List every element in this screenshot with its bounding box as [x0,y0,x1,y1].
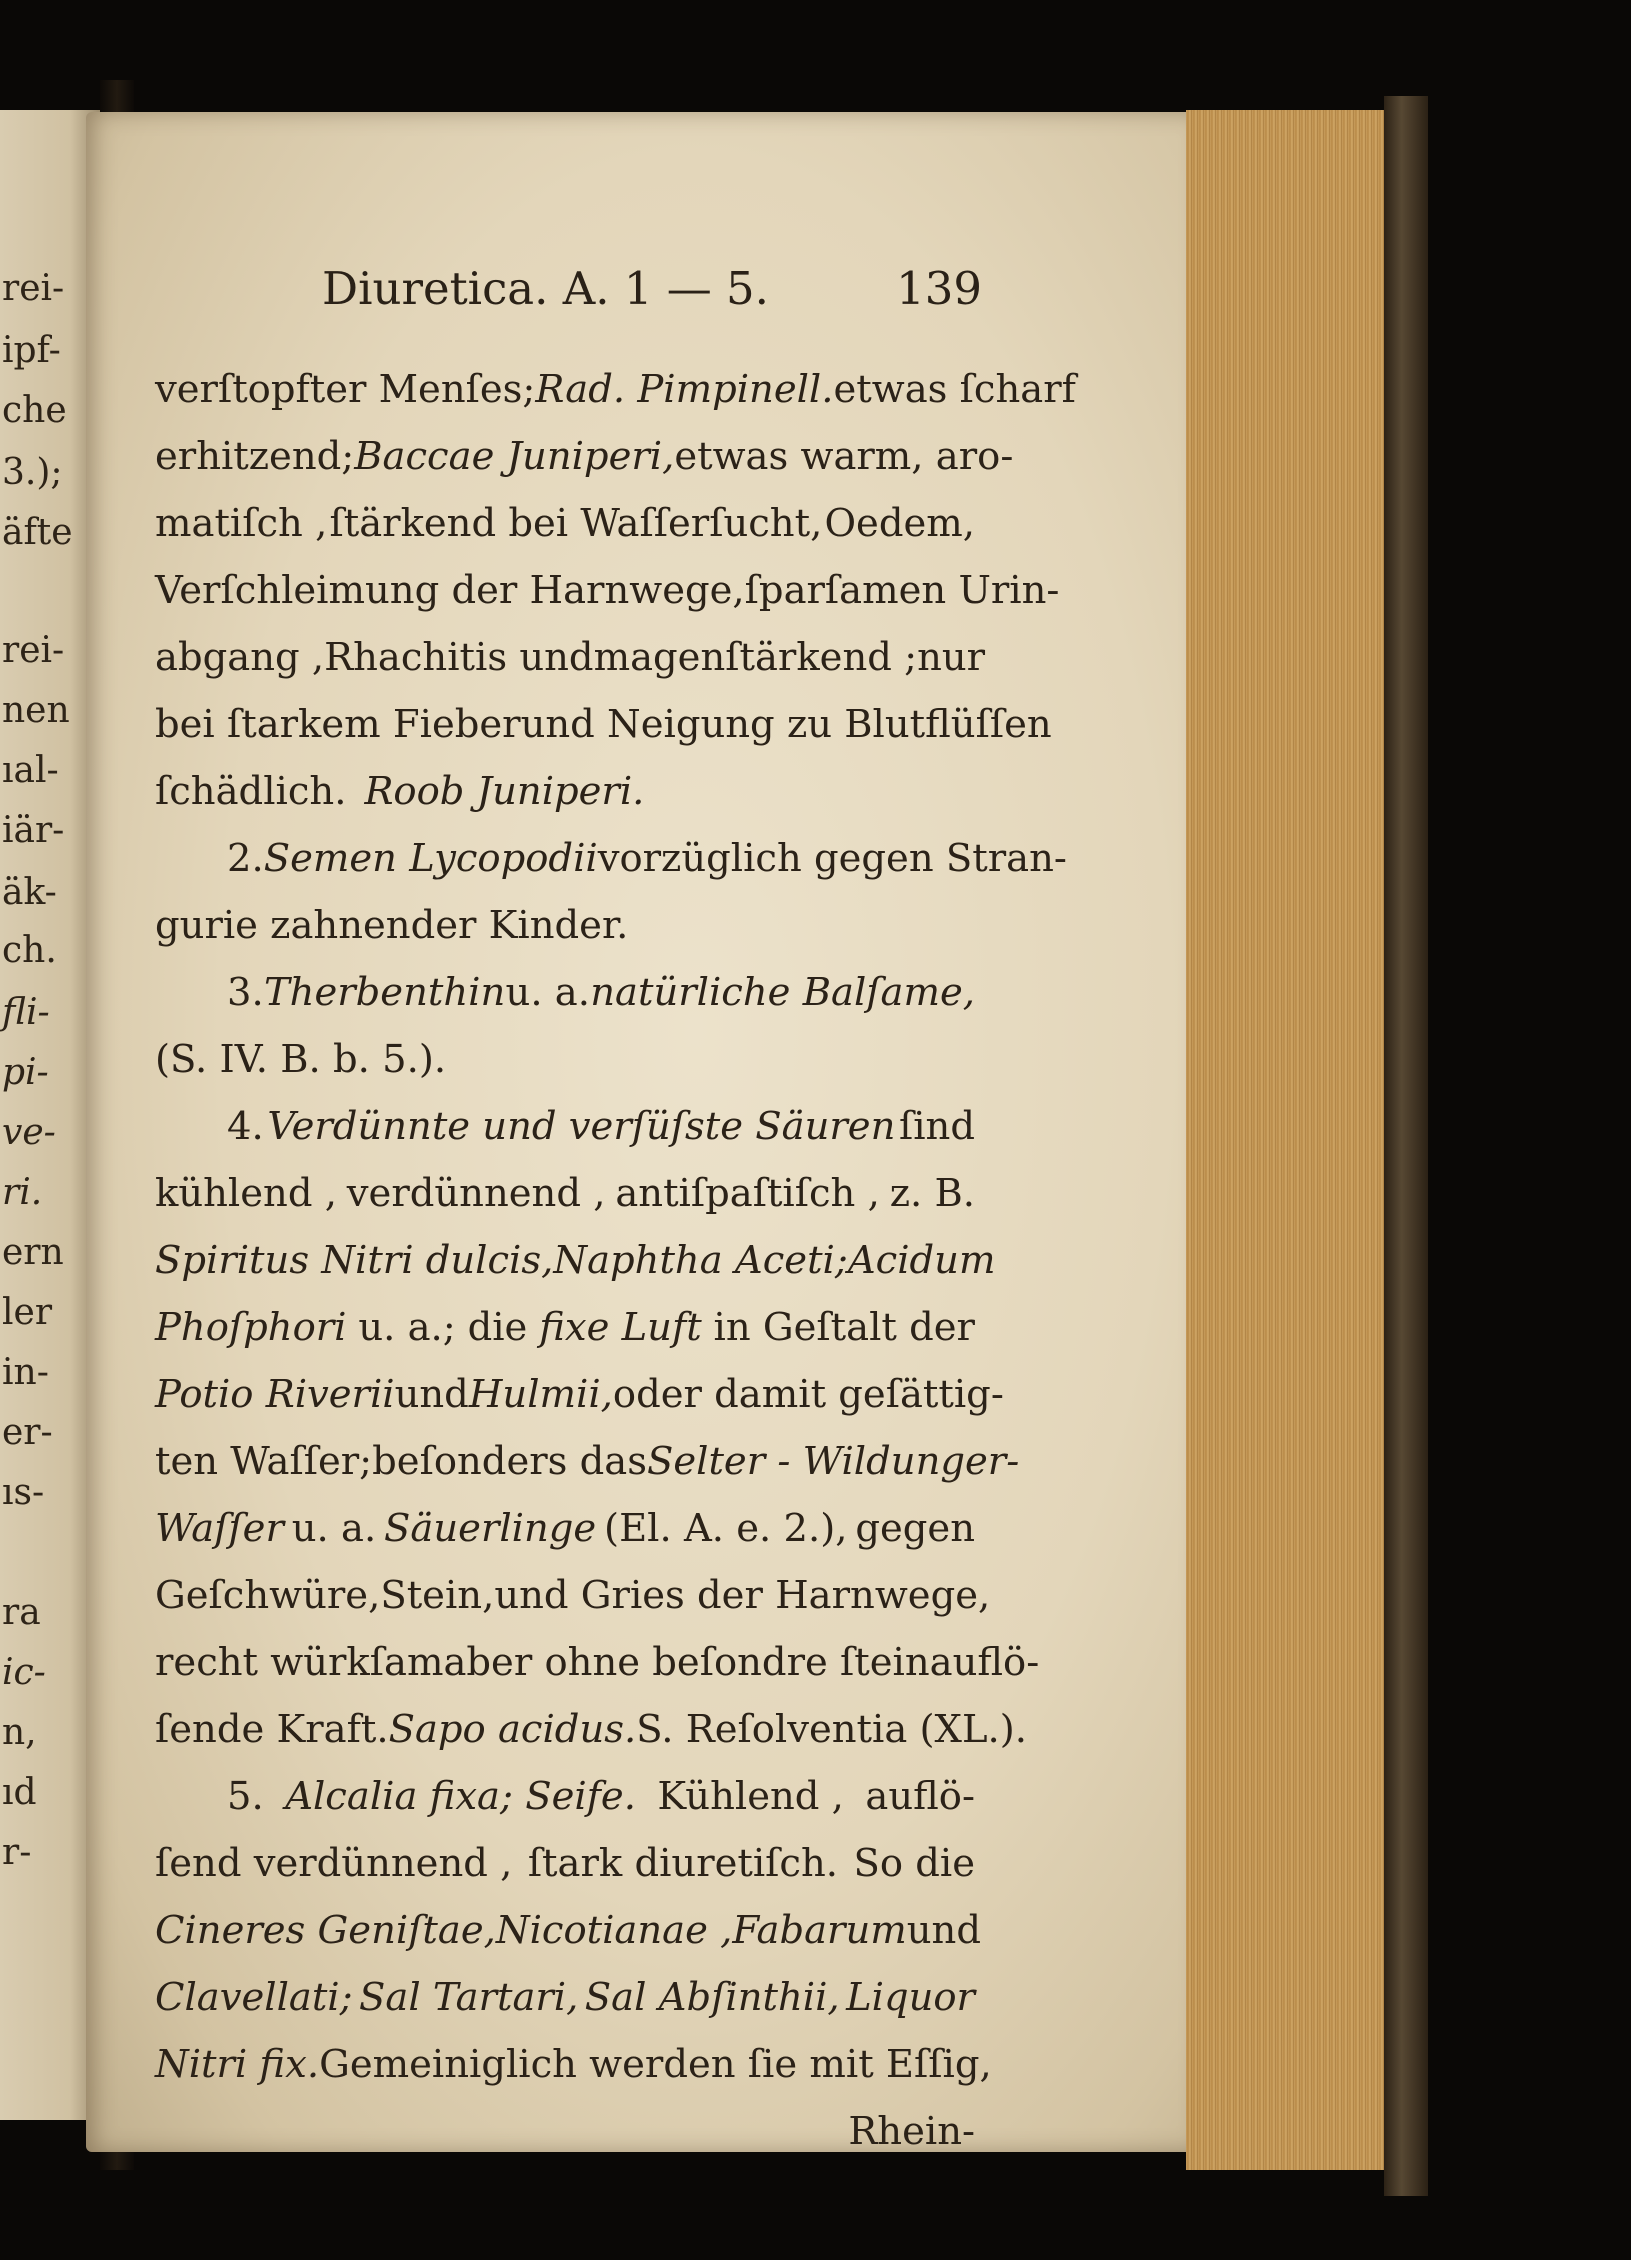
text-segment: Verſchleimung der Harnwege, [155,568,745,613]
text-segment: ten Waſſer; [155,1439,373,1484]
text-segment: verdünnend , [346,1171,606,1216]
italic-term: Cineres Geniſtae, [155,1908,496,1953]
text-segment: u. a.; [358,1305,456,1350]
italic-term: Phoſphori [155,1305,347,1350]
text-segment: in Geſtalt der [713,1305,975,1350]
text-segment: ſende Kraft. [155,1707,389,1752]
text-segment: 4. [227,1104,264,1149]
text-segment: und Neigung zu Blutflüſſen [520,702,1052,747]
text-line [155,1495,975,1562]
text-segment: ſtärkend bei Waſſerſucht, [329,501,823,546]
text-segment: Geſchwüre, [155,1573,381,1618]
text-segment: Rhachitis und [324,635,594,680]
text-line [155,1629,1040,1696]
text-line [155,1294,975,1361]
text-segment: ſparſamen Urin- [744,568,1060,613]
text-line [155,959,975,1026]
text-line [155,691,1052,758]
text-line [155,1763,975,1830]
book-cover-edge [1384,96,1428,2196]
text-line [155,1361,1004,1428]
left-page-fragment-text: ıs- [2,1472,45,1513]
left-page-fragment-text: 3.); [2,452,63,493]
left-page-fragment-text: ch. [2,930,57,971]
text-line [155,1160,975,1227]
text-line [155,2031,992,2098]
italic-term: natürliche Balſame, [590,970,975,1015]
text-segment: und Gries der Harnwege, [494,1573,991,1618]
left-page-fragment-text: äfte [2,512,73,553]
left-page-fragment-text: in- [2,1352,49,1393]
left-page-fragment-text: iär- [2,810,65,851]
italic-term: Waſſer [155,1506,284,1551]
italic-term: Spiritus Nitri dulcis, [155,1238,554,1283]
text-segment: matiſch , [155,501,328,546]
italic-term: Verdünnte und verſüſste Säuren [267,1104,896,1149]
text-line [155,1830,975,1897]
text-line [155,1897,981,1964]
italic-term: Nicotianae , [495,1908,733,1953]
left-page-fragment-text: rei- [2,268,65,309]
text-segment: etwas ſcharf [833,367,1076,412]
catchword-text: Rhein- [848,2109,975,2154]
text-segment: So die [853,1841,975,1886]
left-page-fragment-text: fli- [2,992,50,1033]
running-header [322,262,982,332]
text-segment: z. B. [889,1171,975,1216]
text-segment: nur [917,635,986,680]
text-segment: auflö- [865,1774,975,1819]
text-segment: u. a. [505,970,590,1015]
left-page-fragment-text: ıd [2,1772,37,1813]
text-line [155,758,975,825]
italic-term: Rad. Pimpinell. [535,367,834,412]
italic-term: Sal Abſinthii, [584,1975,840,2020]
running-title: Diuretica. A. 1 — 5. [322,262,769,315]
text-segment: 3. [227,970,264,1015]
text-segment: recht würkſam [155,1640,444,1685]
left-page-fragment-text: r- [2,1832,32,1873]
text-segment: (El. A. e. 2.), [604,1506,848,1551]
text-segment: Stein, [380,1573,495,1618]
text-segment: ſend verdünnend , [155,1841,513,1886]
text-segment: verſtopfter Menſes; [155,367,536,412]
left-page-fragment-text: ern [2,1232,64,1273]
italic-term: Semen Lycopodii [263,836,598,881]
left-page-fragment-text: er- [2,1412,53,1453]
left-page-fragment-text: ıal- [2,750,59,791]
text-segment: und [394,1372,469,1417]
italic-term: Clavellati; [155,1975,353,2020]
text-segment: Gemeiniglich werden ſie mit Eſſig, [319,2042,992,2087]
left-page-fragment-text: nen [2,690,70,731]
italic-term: Naphtha Aceti; [553,1238,848,1283]
text-line [155,892,975,959]
text-segment: bei ſtarkem Fieber [155,702,521,747]
text-segment: antiſpaſtiſch , [615,1171,880,1216]
italic-term: Potio Riverii [155,1372,395,1417]
text-segment: etwas warm, aro- [674,434,1014,479]
text-segment: abgang , [155,635,325,680]
text-segment: gegen [855,1506,975,1551]
left-page-fragment-text: che [2,390,67,431]
text-segment: ſind [898,1104,975,1149]
left-page-fragment-text: äk- [2,872,57,913]
italic-term: Säuerlinge [384,1506,597,1551]
text-segment: aber ohne beſondre ſteinauflö- [443,1640,1040,1685]
text-line [155,423,1014,490]
left-page-fragment-text: ri. [2,1172,43,1213]
left-page-fragment-text: ipf- [2,330,61,371]
text-segment: 5. [227,1774,264,1819]
italic-term: fixe Luft [539,1305,702,1350]
left-page-fragment-text: rei- [2,630,65,671]
text-segment: ſchädlich. [155,769,347,814]
text-segment: beſonders das [372,1439,647,1484]
italic-term: Acidum [847,1238,996,1283]
page-edges [1186,110,1394,2170]
italic-term: Hulmii, [468,1372,613,1417]
text-segment: magenſtärkend ; [593,635,918,680]
left-page-fragment-text: pi- [2,1052,49,1093]
catchword [155,2098,975,2165]
text-segment: erhitzend; [155,434,355,479]
italic-term: Roob Juniperi. [364,769,645,814]
text-line [155,1562,991,1629]
text-segment: Oedem, [824,501,975,546]
left-page-fragment-text: ler [2,1292,53,1333]
text-line [155,825,1067,892]
text-line [155,1227,996,1294]
text-line [155,557,1060,624]
left-page-fragment-text: ra [2,1592,41,1633]
text-segment: (S. IV. B. b. 5.). [155,1037,447,1082]
text-line [155,356,1076,423]
page-number: 139 [896,262,982,315]
text-line [155,1026,975,1093]
body-text [155,356,1076,2165]
text-segment: und [906,1908,981,1953]
italic-term: Liquor [846,1975,975,2020]
left-page-fragment [0,110,100,2120]
text-segment: u. a. [291,1506,377,1551]
text-line [155,1964,975,2031]
italic-term: Baccae Juniperi, [354,434,675,479]
text-segment: ſtark diuretiſch. [527,1841,839,1886]
text-segment: 2. [227,836,264,881]
text-segment: kühlend , [155,1171,337,1216]
text-line [155,624,986,691]
italic-term: Nitri fix. [155,2042,320,2087]
text-segment: die [467,1305,528,1350]
text-line [155,1428,1020,1495]
text-line [155,1093,975,1160]
text-segment: vorzüglich gegen Stran- [597,836,1067,881]
text-line [155,1696,1028,1763]
italic-term: Fabarum [732,1908,907,1953]
italic-term: Sapo acidus. [388,1707,637,1752]
text-segment: Kühlend , [657,1774,844,1819]
left-page-fragment-text: ic- [2,1652,46,1693]
text-segment: gurie zahnender Kinder. [155,903,629,948]
italic-term: Sal Tartari, [359,1975,579,2020]
text-line [155,490,975,557]
text-segment: oder damit geſättig- [612,1372,1004,1417]
italic-term: Therbenthin [264,970,506,1015]
left-page-fragment-text: n, [2,1712,37,1753]
italic-term: Selter - Wildunger- [646,1439,1020,1484]
left-page-fragment-text: ve- [2,1112,56,1153]
text-segment: S. Reſolventia (XL.). [636,1707,1028,1752]
italic-term: Alcalia fixa; Seife. [285,1774,636,1819]
